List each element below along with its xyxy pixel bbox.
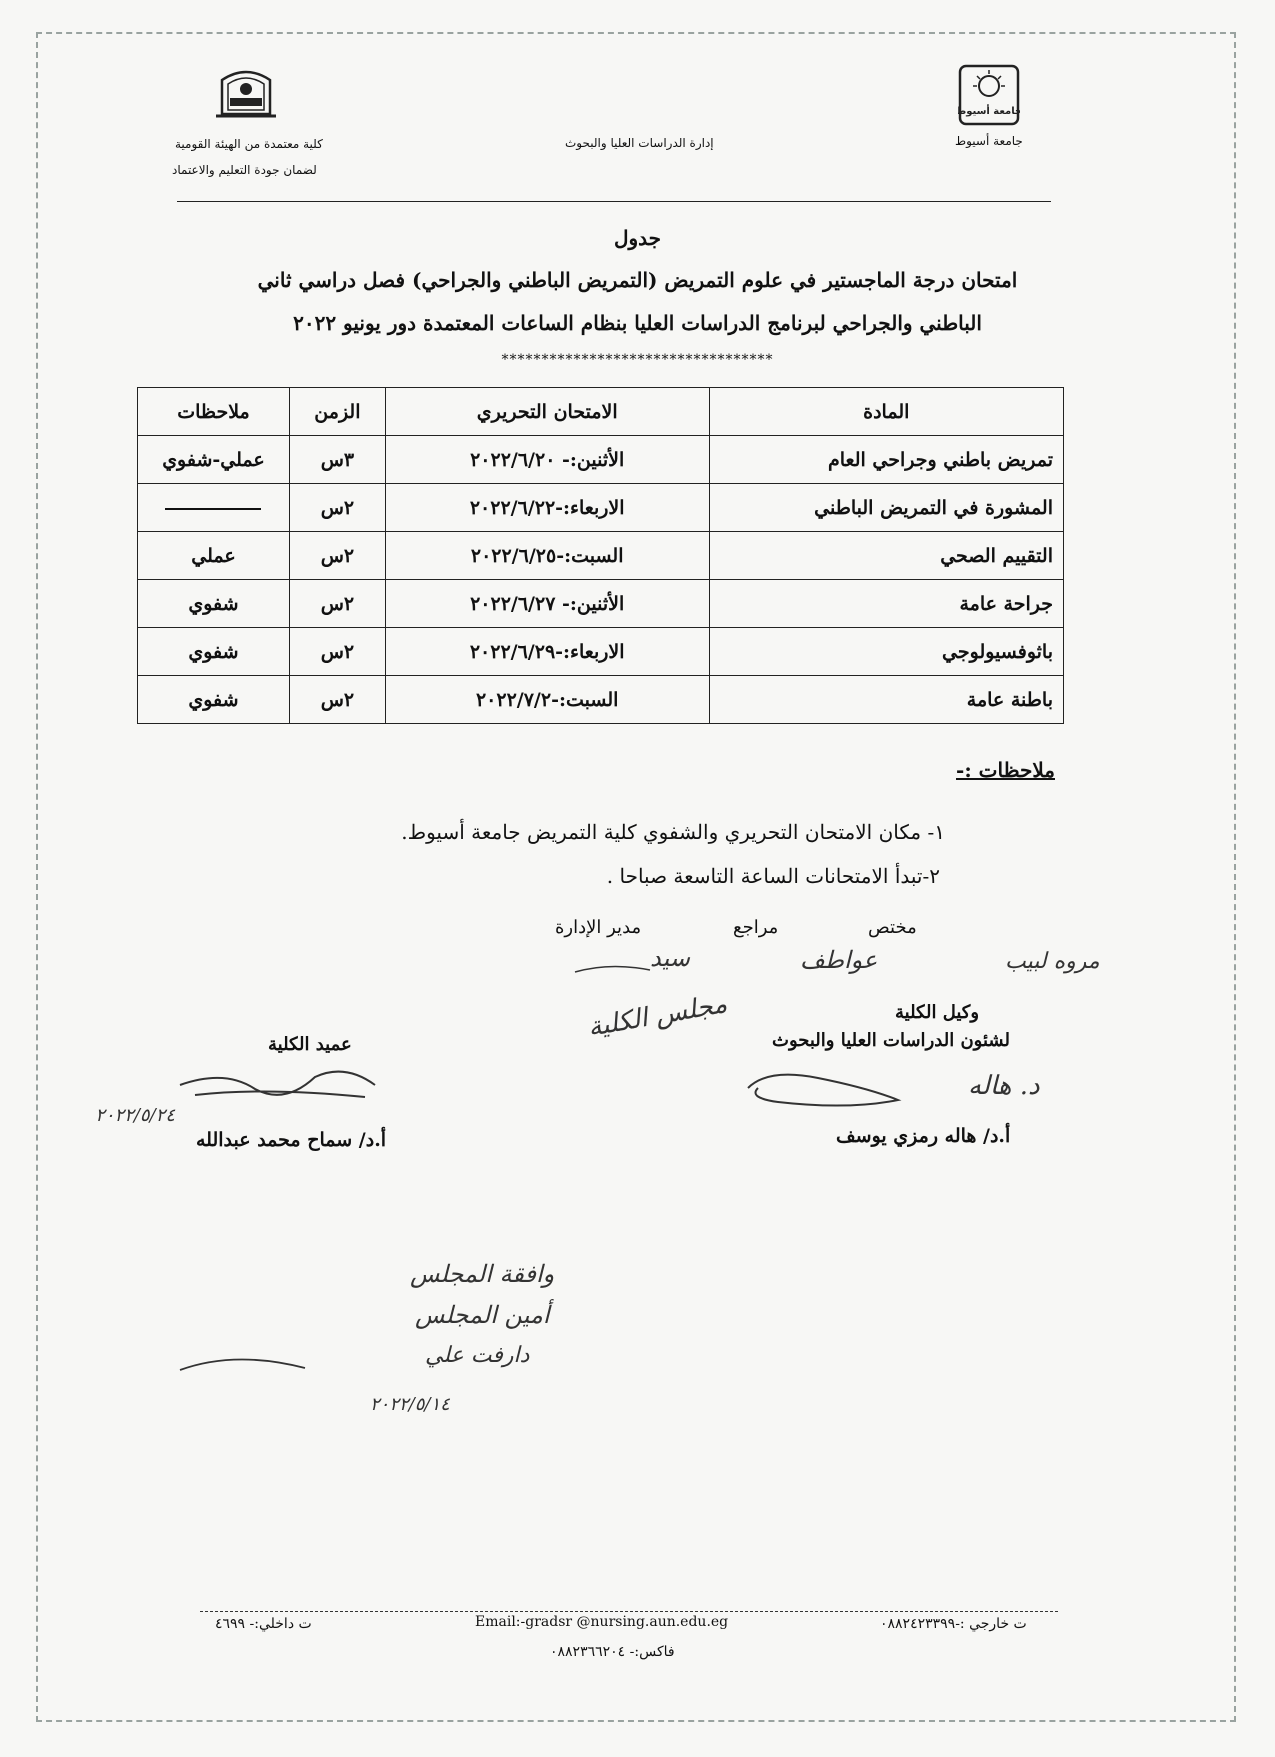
label-reviewer: مراجع (733, 917, 779, 938)
title-line-2: الباطني والجراحي لبرنامج الدراسات العليا بنظام الساعات المعتمدة دور يونيو ٢٠٢٢ (293, 311, 982, 335)
svg-text:أمين المجلس: أمين المجلس (415, 1301, 550, 1329)
label-director: مدير الإدارة (555, 917, 642, 938)
svg-text:عواطف: عواطف (800, 946, 878, 974)
svg-text:دارفت علي: دارفت علي (425, 1343, 530, 1368)
schedule-word: جدول (613, 226, 662, 250)
cell-subject: جراحة عامة (709, 580, 1063, 628)
note-item-1: ١- مكان الامتحان التحريري والشفوي كلية التمريض جامعة أسيوط. (401, 820, 945, 844)
cell-time: ٢س (289, 580, 385, 628)
cell-notes-empty (138, 484, 290, 532)
cell-notes: عملي (138, 532, 290, 580)
header-notes: ملاحظات (138, 388, 290, 436)
table-row (138, 580, 1064, 628)
svg-text:سيد: سيد (650, 944, 690, 972)
cell-written: الأثنين:- ٢٠٢٢/٦/٢٠ (385, 436, 709, 484)
title-stars: ********************************** (501, 352, 774, 368)
dean-signature (95, 1055, 395, 1126)
faculty-logo-icon (212, 62, 280, 120)
svg-text:جامعة أسيوط: جامعة أسيوط (958, 106, 1020, 117)
table-row (138, 436, 1064, 484)
svg-text:مجلس الكلية: مجلس الكلية (585, 988, 730, 1043)
cell-time: ٢س (289, 532, 385, 580)
cell-time: ٣س (289, 436, 385, 484)
cell-written: الأثنين:- ٢٠٢٢/٦/٢٧ (385, 580, 709, 628)
cell-subject: تمريض باطني وجراحي العام (709, 436, 1063, 484)
vice-dean-signature (728, 1058, 1040, 1128)
svg-text:د. هاله: د. هاله (968, 1071, 1040, 1101)
cell-written: الاربعاء:-٢٠٢٢/٦/٢٢ (385, 484, 709, 532)
title-line-1: امتحان درجة الماجستير في علوم التمريض (التمريض الباطني والجراحي) فصل دراسي ثاني (257, 268, 1018, 292)
header-subject: المادة (709, 388, 1063, 436)
footer-phone-external: ت خارجي :-٠٨٨٢٤٢٣٣٩٩ (880, 1616, 1027, 1632)
cell-notes: شفوي (138, 676, 290, 724)
vice-dean-name: أ.د/ هاله رمزي يوسف (836, 1125, 1011, 1147)
cell-subject: باثوفسيولوجي (709, 628, 1063, 676)
cell-notes: عملي-شفوي (138, 436, 290, 484)
footer-fax: فاكس:- ٠٨٨٢٣٦٦٢٠٤ (550, 1644, 675, 1660)
header-written: الامتحان التحريري (385, 388, 709, 436)
footer-phone-internal: ت داخلي:- ٤٦٩٩ (215, 1616, 312, 1632)
cell-subject: المشورة في التمريض الباطني (709, 484, 1063, 532)
cell-time: ٢س (289, 484, 385, 532)
table-row (138, 484, 1064, 532)
cell-written: السبت:-٢٠٢٢/٦/٢٥ (385, 532, 709, 580)
header-time: الزمن (289, 388, 385, 436)
cell-time: ٢س (289, 676, 385, 724)
approval-handwriting (175, 1250, 555, 1425)
notes-title: ملاحظات :- (956, 758, 1055, 782)
svg-text:وافقة المجلس: وافقة المجلس (410, 1260, 555, 1288)
cell-time: ٢س (289, 628, 385, 676)
faculty-logo (212, 62, 280, 120)
cell-subject: التقييم الصحي (709, 532, 1063, 580)
dean-label: عميد الكلية (268, 1034, 352, 1055)
university-logo (958, 64, 1020, 126)
reviewer-signature (690, 940, 878, 980)
exam-schedule-table (137, 387, 1064, 724)
header-divider (177, 201, 1051, 202)
empty-dash (165, 508, 261, 510)
cell-notes: شفوي (138, 580, 290, 628)
table-row (138, 676, 1064, 724)
cell-written: الاربعاء:-٢٠٢٢/٦/٢٩ (385, 628, 709, 676)
accreditation-line1: كلية معتمدة من الهيئة القومية (175, 137, 323, 151)
department-name: إدارة الدراسات العليا والبحوث (565, 136, 714, 150)
footer-email: Email:-gradsr @nursing.aun.edu.eg (475, 1614, 729, 1630)
university-logo-icon (958, 64, 1020, 126)
director-signature (570, 940, 690, 980)
svg-text:٢٠٢٢/٥/٢٤: ٢٠٢٢/٥/٢٤ (95, 1105, 175, 1126)
cell-subject: باطنة عامة (709, 676, 1063, 724)
table-row (138, 532, 1064, 580)
vice-dean-title: وكيل الكلية (895, 1002, 980, 1023)
cell-written: السبت:-٢٠٢٢/٧/٢ (385, 676, 709, 724)
table-header-row (138, 388, 1064, 436)
svg-text:٢٠٢٢/٥/١٤: ٢٠٢٢/٥/١٤ (370, 1394, 450, 1415)
footer-separator (200, 1611, 1058, 1612)
accreditation-line2: لضمان جودة التعليم والاعتماد (172, 163, 317, 177)
university-name: جامعة أسيوط (955, 134, 1023, 148)
specialist-signature (855, 940, 1100, 980)
cell-notes: شفوي (138, 628, 290, 676)
label-specialist: مختص (868, 917, 917, 938)
table-row (138, 628, 1064, 676)
council-note-handwriting (410, 988, 730, 1070)
note-item-2: ٢-تبدأ الامتحانات الساعة التاسعة صباحا . (606, 864, 940, 888)
svg-text:مروه لبيب: مروه لبيب (1005, 949, 1100, 974)
vice-dean-title-2: لشئون الدراسات العليا والبحوث (772, 1030, 1010, 1051)
dean-name: أ.د/ سماح محمد عبدالله (196, 1129, 387, 1151)
